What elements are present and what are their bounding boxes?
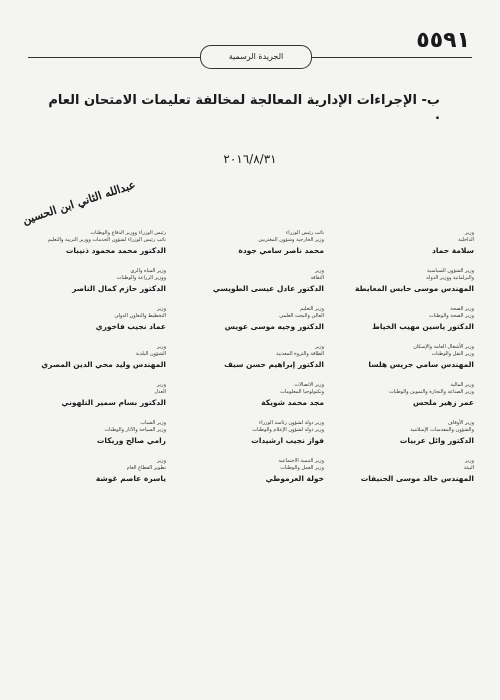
signatory-entry: [334, 420, 482, 445]
signatory-name: رامي صالح وريكات: [96, 436, 166, 445]
signatory-title: نائب رئيس الوزراء وزير الخارجية وشؤون المغتربين: [258, 230, 324, 243]
royal-signature: عبدالله الثاني ابن الحسين: [20, 178, 138, 227]
signatory-entry: [18, 458, 166, 483]
signatory-name: خولة العرموطي: [265, 474, 324, 483]
signatory-name: عماد نجيب فاخوري: [95, 322, 166, 331]
signatory-entry: [18, 306, 166, 331]
signatory-name: فواز نجيب ارشيدات: [251, 436, 324, 445]
signatory-entry: [176, 230, 324, 255]
signatory-name: الدكتور حازم كمال الناصر: [72, 284, 166, 293]
signatory-name: محمد ناصر سامي جودة: [238, 246, 324, 255]
signatory-name: المهندس سامي جريس هلسا: [368, 360, 474, 369]
signatory-title: وزير الداخلية: [458, 230, 474, 243]
signatory-entry: [176, 420, 324, 445]
signatory-name: ياسرة عاصم غوشة: [95, 474, 166, 483]
signatory-title: وزير دولة لشؤون رئاسة الوزراء وزير دولة لشؤون الإعلام والوطنات: [252, 420, 324, 433]
signatory-title: وزير الأشغال العامة والإسكان وزير النقل والوطنات: [413, 344, 474, 357]
signatory-title: وزير الشؤون السياسية والبرلمانية ووزير الدولة: [426, 268, 474, 281]
signatory-title: وزير البيئة: [463, 458, 474, 471]
decree-date: ٢٠١٦/٨/٣١: [223, 152, 277, 166]
signatory-entry: [176, 458, 324, 483]
signatory-title: وزير العدل: [154, 382, 166, 395]
signatory-title: وزير التخطيط والتعاون الدولي: [114, 306, 166, 319]
signatory-entry: [334, 230, 482, 255]
signatory-title: وزير التعليم العالي والبحث العلمي: [279, 306, 324, 319]
signatory-name: عمر زهير ملحس: [413, 398, 474, 407]
signatory-entry: [18, 230, 166, 255]
signatory-title: وزير الأوقاف والشؤون والمقدسات الإسلامية: [410, 420, 474, 433]
signatory-name: الدكتور عادل عيسى الطويسي: [212, 284, 324, 293]
signatory-entry: [334, 458, 482, 483]
signatory-title: وزير الطاقة والثروة المعدنية: [276, 344, 324, 357]
signatory-entry: [334, 382, 482, 407]
signatory-title: وزير التنمية الاجتماعية وزير العمل والوطنات: [278, 458, 324, 471]
page-number: ٥٥٩١: [416, 28, 470, 53]
signatory-entry: [334, 306, 482, 331]
signatory-title: رئيس الوزراء ووزير الدفاع والوطنات نائب رئيس الوزراء لشؤون الخدمات ووزير التربية والتعليم: [47, 230, 166, 243]
signatory-name: الدكتور بسام سمير التلهوني: [61, 398, 166, 407]
signatory-title: وزير تطوير القطاع العام: [126, 458, 166, 471]
signatory-name: مجد محمد شويكة: [261, 398, 324, 407]
signatory-name: سلامة حماد: [432, 246, 474, 255]
signatory-entry: [334, 268, 482, 293]
signatory-entry: [18, 268, 166, 293]
signatory-title: وزير الثقافة: [310, 268, 324, 281]
signatories-grid: [18, 230, 482, 483]
signatory-name: الدكتور إبراهيم حسن سيف: [224, 360, 324, 369]
signatory-entry: [18, 420, 166, 445]
section-heading: ب- الإجراءات الإدارية المعالجة لمخالفة تعليمات الامتحان العام .: [48, 93, 440, 123]
signatory-name: المهندس وليد محي الدين المصري: [41, 360, 166, 369]
signatory-name: الدكتور محمد محمود ذنيبات: [65, 246, 166, 255]
signatory-title: وزير الاتصالات وتكنولوجيا المعلومات: [280, 382, 324, 395]
signatory-title: وزير المياه والري ووزير الزراعة والوطنات: [116, 268, 166, 281]
signatory-name: الدكتور ياسين مهيب الخياط: [372, 322, 474, 331]
signatory-entry: [18, 382, 166, 407]
signatory-entry: [176, 344, 324, 369]
signatory-name: الدكتور وائل عربيات: [399, 436, 474, 445]
signatory-title: وزير الصحة وزير الصحة والوطنات: [429, 306, 474, 319]
signatory-name: المهندس خالد موسى الحنيفات: [360, 474, 474, 483]
signatory-entry: [176, 306, 324, 331]
signatory-title: وزير الشباب وزير السياحة والآثار والوطنات: [104, 420, 166, 433]
gazette-title-badge: الجريدة الرسمية: [200, 45, 312, 69]
signatory-entry: [176, 382, 324, 407]
signatory-title: وزير الشؤون البلدية: [135, 344, 166, 357]
signatory-entry: [18, 344, 166, 369]
signatory-name: الدكتور وجيه موسى عويس: [224, 322, 324, 331]
signatory-title: وزير المالية وزير الصناعة والتجارة والتموين والوطنات: [388, 382, 474, 395]
signatory-entry: [176, 268, 324, 293]
signatory-name: المهندس موسى حابس المعايطة: [354, 284, 474, 293]
signatory-entry: [334, 344, 482, 369]
